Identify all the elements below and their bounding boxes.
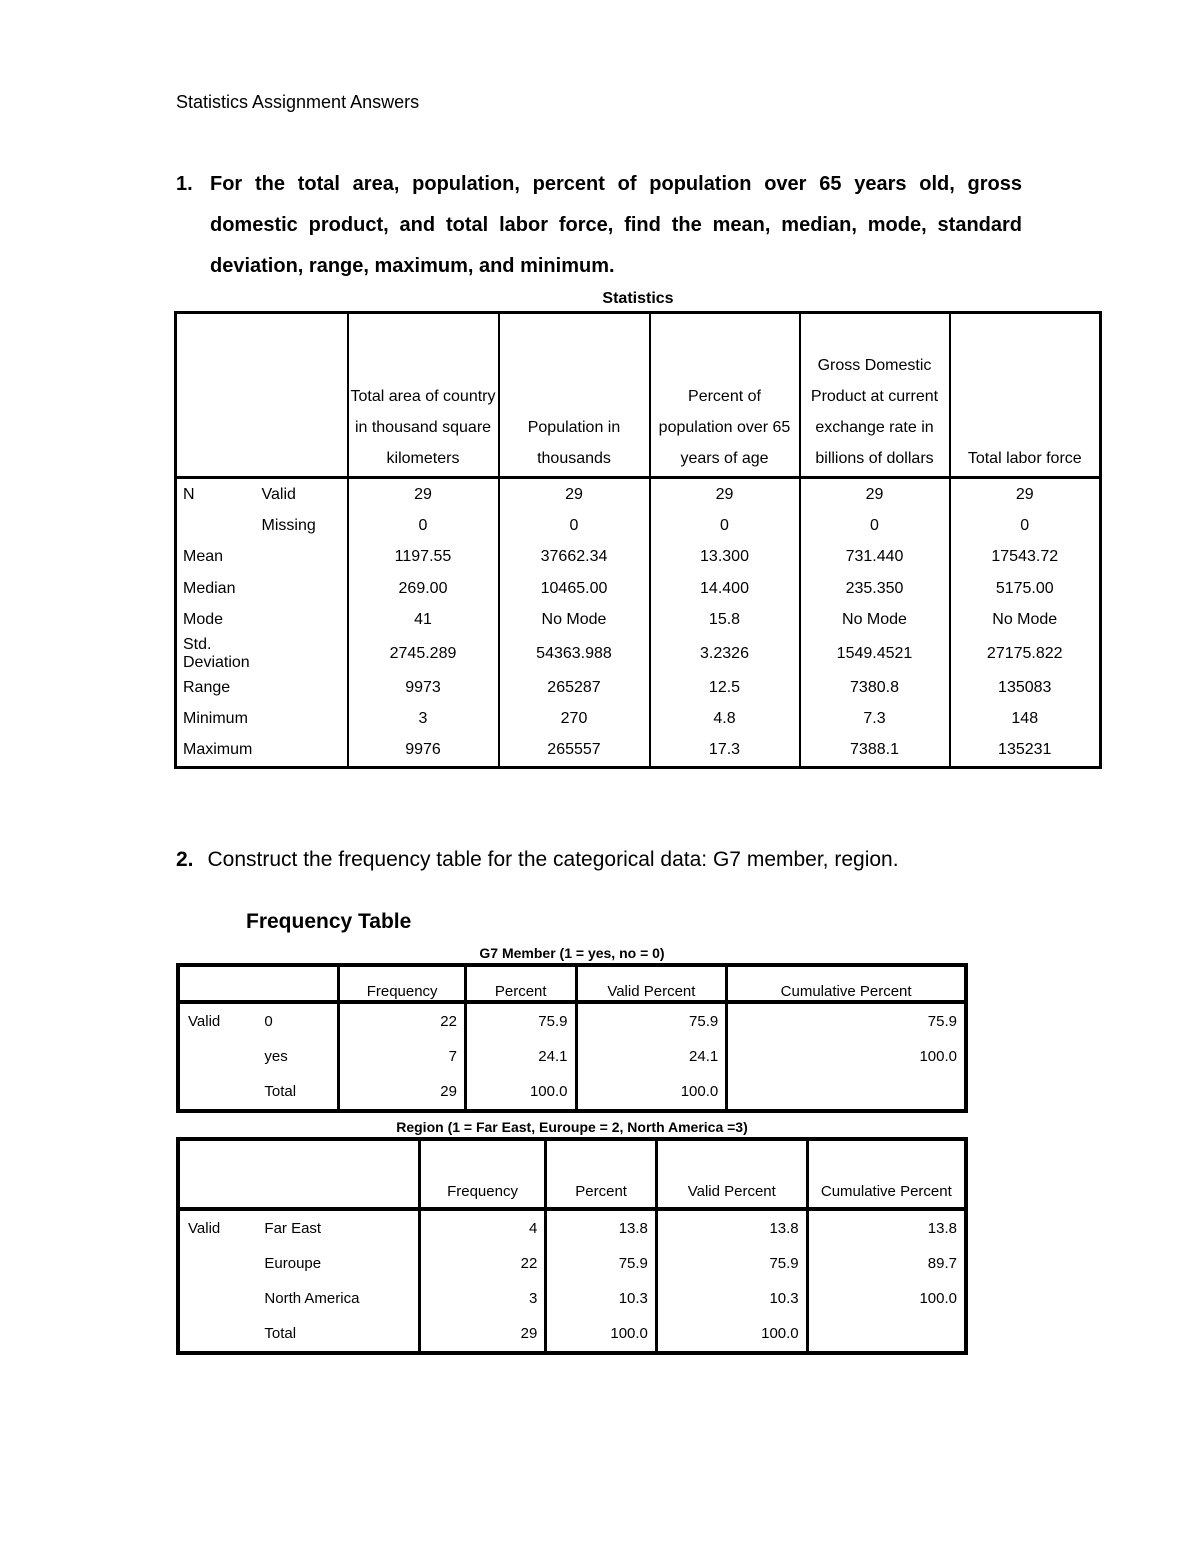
table-cell: 7388.1 xyxy=(800,735,950,768)
column-header: Gross Domestic Product at current exchange rate in billions of dollars xyxy=(800,313,950,478)
table-cell: 3 xyxy=(348,703,499,734)
row-label: Maximum xyxy=(183,741,253,759)
document-header: Statistics Assignment Answers xyxy=(176,92,420,112)
table-cell: 3 xyxy=(419,1281,546,1316)
question-2 xyxy=(176,848,899,872)
table-cell: 75.9 xyxy=(727,1002,966,1039)
table-cell: 24.1 xyxy=(465,1039,576,1074)
table-cell: 89.7 xyxy=(807,1246,966,1281)
table-cell: 17.3 xyxy=(650,735,800,768)
table-row xyxy=(176,573,1101,604)
row-sublabel xyxy=(256,735,348,768)
table-cell xyxy=(727,1074,966,1111)
table-cell: 75.9 xyxy=(576,1002,727,1039)
column-header: Cumulative Percent xyxy=(727,965,966,1002)
row-label: N xyxy=(183,485,195,503)
row-label xyxy=(176,510,256,541)
row-sublabel: Valid xyxy=(261,485,296,503)
table-row xyxy=(178,1246,966,1281)
table-cell: 4.8 xyxy=(650,703,800,734)
region-header-corner xyxy=(178,1139,419,1209)
row-label: Valid xyxy=(188,1013,221,1030)
table-cell: 10465.00 xyxy=(499,573,650,604)
table-cell: 22 xyxy=(339,1002,466,1039)
table-cell: 100.0 xyxy=(727,1039,966,1074)
table-row xyxy=(176,478,1101,511)
table-cell: 29 xyxy=(499,478,650,511)
g7-header-row xyxy=(178,965,966,1002)
column-header: Percent xyxy=(546,1139,657,1209)
row-sublabel: Far East xyxy=(264,1220,322,1237)
table-cell: 24.1 xyxy=(576,1039,727,1074)
table-cell: 0 xyxy=(499,510,650,541)
statistics-header-row xyxy=(176,313,1101,478)
table-cell: 13.8 xyxy=(656,1209,807,1246)
question-1-text: For the total area, population, percent of population over 65 years old, gross domestic product, and total labor force, find the mean, median, mode, standard deviation, range, maximum, and minimum. xyxy=(210,173,1022,277)
table-row xyxy=(176,672,1101,703)
table-row xyxy=(176,636,1101,672)
row-sublabel xyxy=(256,636,348,672)
question-2-text: Construct the frequency table for the categorical data: G7 member, region. xyxy=(207,848,899,871)
table-cell: 1549.4521 xyxy=(800,636,950,672)
table-row xyxy=(176,542,1101,573)
row-label: Minimum xyxy=(183,710,248,728)
table-cell xyxy=(807,1316,966,1353)
table-cell: 13.8 xyxy=(546,1209,657,1246)
column-header: Valid Percent xyxy=(576,965,727,1002)
table-cell: 1197.55 xyxy=(348,542,499,573)
statistics-header-corner xyxy=(176,313,348,478)
row-sublabel xyxy=(256,703,348,734)
table-cell: 135083 xyxy=(950,672,1101,703)
table-cell: No Mode xyxy=(499,605,650,636)
row-label xyxy=(178,1246,258,1281)
table-cell: 148 xyxy=(950,703,1101,734)
table-row xyxy=(178,1074,966,1111)
question-1-number: 1. xyxy=(176,173,193,195)
row-sublabel xyxy=(256,542,348,573)
table-cell: 41 xyxy=(348,605,499,636)
table-cell: 10.3 xyxy=(656,1281,807,1316)
table-cell: 100.0 xyxy=(656,1316,807,1353)
row-label: Mode xyxy=(183,611,224,629)
region-header-row xyxy=(178,1139,966,1209)
table-cell: 5175.00 xyxy=(950,573,1101,604)
table-cell: 100.0 xyxy=(465,1074,576,1111)
table-row xyxy=(176,510,1101,541)
table-cell: 270 xyxy=(499,703,650,734)
table-cell: 235.350 xyxy=(800,573,950,604)
row-label: Mean xyxy=(183,548,224,566)
table-cell: 265287 xyxy=(499,672,650,703)
table-cell: 15.8 xyxy=(650,605,800,636)
table-cell: No Mode xyxy=(950,605,1101,636)
row-sublabel: Euroupe xyxy=(264,1255,322,1272)
column-header: Valid Percent xyxy=(656,1139,807,1209)
table-cell: 14.400 xyxy=(650,573,800,604)
table-row xyxy=(178,1281,966,1316)
table-cell: 29 xyxy=(800,478,950,511)
row-sublabel: yes xyxy=(264,1048,288,1065)
region-frequency-table xyxy=(176,1137,968,1355)
table-row xyxy=(178,1002,966,1039)
table-cell: 17543.72 xyxy=(950,542,1101,573)
g7-header-corner xyxy=(178,965,339,1002)
table-cell: 13.8 xyxy=(807,1209,966,1246)
row-label xyxy=(178,1039,258,1074)
table-cell: 29 xyxy=(348,478,499,511)
row-label: Range xyxy=(183,678,231,696)
table-cell: 75.9 xyxy=(546,1246,657,1281)
table-row xyxy=(178,1039,966,1074)
table-row xyxy=(178,1316,966,1353)
row-sublabel: Total xyxy=(264,1325,297,1342)
column-header: Population in thousands xyxy=(499,313,650,478)
table-cell: 54363.988 xyxy=(499,636,650,672)
table-cell: 29 xyxy=(650,478,800,511)
table-cell: 0 xyxy=(650,510,800,541)
table-cell: 100.0 xyxy=(546,1316,657,1353)
g7-table-caption: G7 Member (1 = yes, no = 0) xyxy=(479,945,665,961)
column-header: Frequency xyxy=(419,1139,546,1209)
row-label xyxy=(178,1074,258,1111)
table-cell: 7 xyxy=(339,1039,466,1074)
table-cell: 0 xyxy=(950,510,1101,541)
table-cell: 4 xyxy=(419,1209,546,1246)
frequency-table-title: Frequency Table xyxy=(246,910,412,933)
table-cell: 29 xyxy=(339,1074,466,1111)
table-row xyxy=(176,735,1101,768)
question-2-number: 2. xyxy=(176,848,194,871)
table-cell: 13.300 xyxy=(650,542,800,573)
table-cell: 10.3 xyxy=(546,1281,657,1316)
table-cell: 75.9 xyxy=(656,1246,807,1281)
statistics-caption: Statistics xyxy=(602,290,674,307)
question-1 xyxy=(176,164,1022,287)
column-header: Total labor force xyxy=(950,313,1101,478)
table-cell: 100.0 xyxy=(807,1281,966,1316)
table-cell: 0 xyxy=(800,510,950,541)
table-cell: 9976 xyxy=(348,735,499,768)
table-cell: 100.0 xyxy=(576,1074,727,1111)
column-header: Total area of country in thousand square kilometers xyxy=(348,313,499,478)
row-sublabel: Total xyxy=(264,1083,297,1100)
table-cell: 29 xyxy=(950,478,1101,511)
row-label xyxy=(178,1316,258,1353)
table-cell: 27175.822 xyxy=(950,636,1101,672)
row-label xyxy=(178,1281,258,1316)
table-cell: 731.440 xyxy=(800,542,950,573)
row-label: Valid xyxy=(188,1220,221,1237)
table-cell: 7380.8 xyxy=(800,672,950,703)
row-sublabel: North America xyxy=(264,1290,360,1307)
table-cell: 7.3 xyxy=(800,703,950,734)
row-sublabel xyxy=(256,672,348,703)
table-cell: 29 xyxy=(419,1316,546,1353)
row-sublabel xyxy=(256,605,348,636)
table-cell: 12.5 xyxy=(650,672,800,703)
column-header: Frequency xyxy=(339,965,466,1002)
table-cell: 75.9 xyxy=(465,1002,576,1039)
table-cell: 3.2326 xyxy=(650,636,800,672)
table-row xyxy=(176,605,1101,636)
table-cell: 2745.289 xyxy=(348,636,499,672)
statistics-table xyxy=(174,311,1102,769)
row-sublabel xyxy=(256,573,348,604)
region-table-caption: Region (1 = Far East, Euroupe = 2, North America =3) xyxy=(396,1119,748,1135)
row-sublabel: 0 xyxy=(264,1013,273,1030)
table-cell: 37662.34 xyxy=(499,542,650,573)
g7-frequency-table xyxy=(176,963,968,1113)
table-cell: 22 xyxy=(419,1246,546,1281)
table-cell: 0 xyxy=(348,510,499,541)
table-cell: 269.00 xyxy=(348,573,499,604)
table-row xyxy=(176,703,1101,734)
table-cell: 265557 xyxy=(499,735,650,768)
table-cell: No Mode xyxy=(800,605,950,636)
column-header: Percent xyxy=(465,965,576,1002)
row-sublabel: Missing xyxy=(261,517,316,535)
column-header: Percent of population over 65 years of age xyxy=(650,313,800,478)
column-header: Cumulative Percent xyxy=(807,1139,966,1209)
row-label: Std. Deviation xyxy=(183,635,250,671)
table-cell: 135231 xyxy=(950,735,1101,768)
table-cell: 9973 xyxy=(348,672,499,703)
table-row xyxy=(178,1209,966,1246)
row-label: Median xyxy=(183,579,236,597)
